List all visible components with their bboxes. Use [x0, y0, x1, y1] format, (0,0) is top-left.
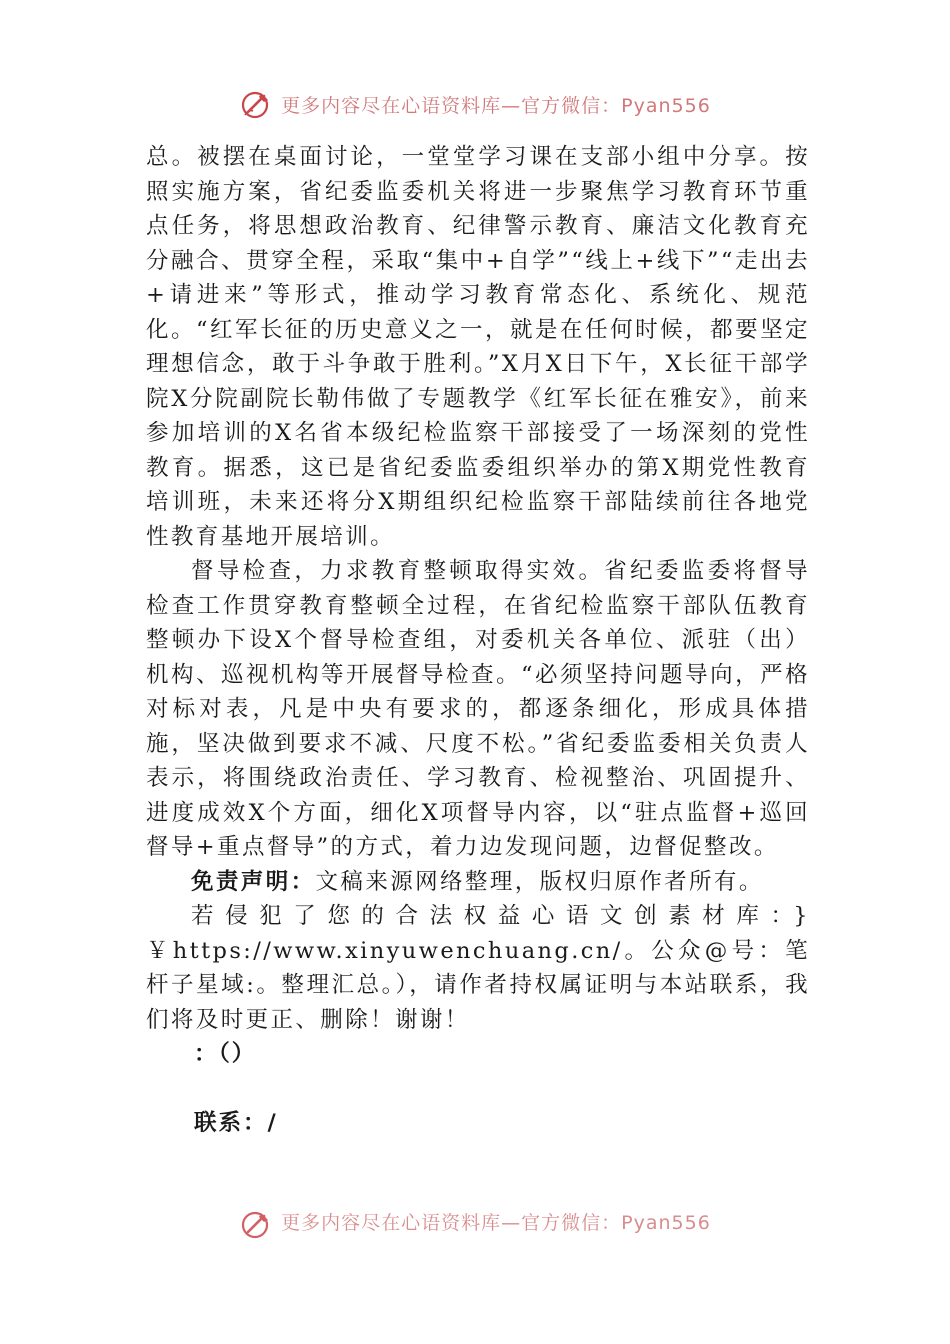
page-header-watermark [0, 86, 950, 122]
footer-watermark-text: 更多内容尽在心语资料库—官方微信：Pyan556 [281, 1213, 711, 1234]
pen-nib-seal-icon [239, 1207, 273, 1241]
header-watermark-text: 更多内容尽在心语资料库—官方微信：Pyan556 [281, 94, 711, 117]
footer-watermark-clip [281, 1213, 711, 1235]
disclaimer-label: 免责声明： [191, 868, 316, 895]
blank-line [146, 1072, 810, 1107]
document-body [146, 140, 810, 1141]
colon-paren-line: ：（） [194, 1041, 257, 1067]
disclaimer-text: 文稿来源网络整理，版权归原作者所有。 [315, 868, 764, 895]
page-footer-watermark [0, 1206, 950, 1242]
paragraph-supervision: 督导检查，力求教育整顿取得实效。省纪委监委将督导检查工作贯穿教育整顿全过程，在省纪检监察干部队伍教育整顿办下设X个督导检查组，对委机关各单位、派驻（出）机构、巡视机构等开展督导检查。“必须坚持问题导向，严格对标对表，凡是中央有要求的，都逐条细化，形成具体措施，坚决做到要求不减、尺度不松。”省纪委监委相关负责人表示，将围绕政治责任、学习教育、检视整治、巩固提升、进度成效X个方面，细化X项督导内容，以“驻点监督+巡回督导+重点督导”的方式，着力边发现问题，边督促整改。 [146, 558, 810, 860]
copyright-notice: 若侵犯了您的合法权益心语文创素材库：}￥https://www.xinyuwenchuang.cn/。公众@号：笔杆子星域:。整理汇总。），请作者持权属证明与本站联系，我们将及时更正、删除！谢谢！ [146, 903, 810, 1033]
paragraph-continuation: 总。被摆在桌面讨论，一堂堂学习课在支部小组中分享。按照实施方案，省纪委监委机关将进一步聚焦学习教育环节重点任务，将思想政治教育、纪律警示教育、廉洁文化教育充分融合、贯穿全程，采取“集中+自学”“线上+线下”“走出去+请进来”等形式，推动学习教育常态化、系统化、规范化。“红军长征的历史意义之一，就是在任何时候，都要坚定理想信念，敢于斗争敢于胜利。”X月X日下午，X长征干部学院X分院副院长勒伟做了专题教学《红军长征在雅安》，前来参加培训的X名省本级纪检监察干部接受了一场深刻的党性教育。据悉，这已是省纪委监委组织举办的第X期党性教育培训班，未来还将分X期组织纪检监察干部陆续前往各地党性教育基地开展培训。 [146, 144, 810, 550]
disclaimer-paragraph [146, 865, 810, 900]
contact-line: 联系：/ [194, 1110, 278, 1136]
pen-nib-seal-icon [239, 87, 273, 121]
